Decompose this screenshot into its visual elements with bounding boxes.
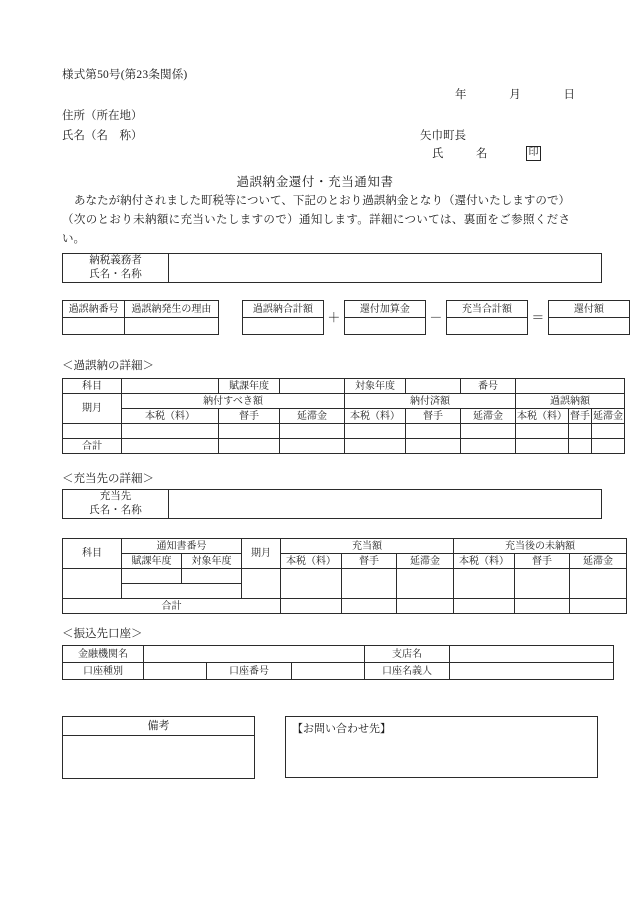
refund-interest-header: 還付加算金 [344, 301, 425, 318]
overpay-cell[interactable] [122, 424, 219, 439]
taxpayer-label [63, 254, 169, 283]
table-row [63, 554, 627, 569]
alloc-total-field[interactable] [446, 318, 527, 335]
table-row [63, 394, 625, 409]
alloc-bango-field[interactable] [122, 584, 242, 599]
intro-paragraph: あなたが納付されました町税等について、下記のとおり過誤納金となり（還付いたしますので）（次のとおり未納額に充当いたしますので）通知します。詳細については、裏面をご参照ください。 [62, 195, 570, 245]
overpay-detail-table-wrap [62, 378, 625, 454]
sub-header-entaikin-3: 延滞金 [593, 410, 623, 422]
taxpayer-box [62, 253, 602, 283]
alloc-total-header: 充当合計額 [446, 301, 527, 318]
taxpayer-label-line1: 納税義務者 [89, 255, 142, 266]
group-header-overpaid: 過誤納額 [516, 394, 625, 409]
table-row [63, 539, 627, 554]
alloc-sub-honzei-2: 本税（料） [454, 554, 515, 569]
alloc-detail-table-wrap [62, 538, 627, 614]
alloc-sub-honzei-1: 本税（料） [281, 554, 342, 569]
table-row [63, 409, 625, 424]
alloc-cell[interactable] [281, 569, 342, 599]
branch-name-header: 支店名 [365, 646, 450, 663]
issuer-name-row [432, 145, 560, 161]
overpay-total-field[interactable] [242, 318, 323, 335]
tsuchisho-bango-header: 通知書番号 [122, 539, 242, 554]
overpay-total-cell[interactable] [461, 439, 516, 454]
operator-equals: ＝ [531, 310, 545, 325]
bango-field[interactable] [516, 379, 625, 394]
section-label-alloc: ＜充当先の詳細＞ [62, 473, 154, 485]
alloc-name-box [62, 489, 602, 519]
alloc-sub-tokute-2: 督手 [515, 554, 570, 569]
kigetsu-header: 期月 [63, 394, 122, 424]
overpay-total-cell[interactable] [219, 439, 280, 454]
overpay-total-cell[interactable] [122, 439, 219, 454]
date-month-label: 月 [509, 89, 521, 101]
alloc-fuka-nendo-field[interactable] [122, 569, 182, 584]
overpay-kigetsu-field[interactable] [63, 424, 122, 439]
issuer-title: 矢巾町長 [420, 130, 466, 142]
sub-header-tokute-2: 督手 [406, 409, 461, 424]
overpay-total-cell[interactable] [569, 439, 592, 454]
alloc-sub-entaikin-1: 延滞金 [397, 554, 454, 569]
alloc-total-cell[interactable] [454, 599, 515, 614]
alloc-kamoku-field[interactable] [63, 569, 122, 599]
bank-table-wrap [62, 645, 614, 680]
date-year-label: 年 [455, 89, 467, 101]
alloc-cell[interactable] [515, 569, 570, 599]
alloc-name-label [63, 490, 169, 519]
account-type-header: 口座種別 [63, 663, 144, 680]
table-row [63, 663, 614, 680]
sub-header-entaikin-1: 延滞金 [280, 409, 345, 424]
refund-amount-field[interactable] [548, 318, 629, 335]
overpay-cell[interactable] [461, 424, 516, 439]
bank-name-header: 金融機関名 [63, 646, 144, 663]
calculation-row [62, 300, 630, 336]
group-header-alloc-amount: 充当額 [281, 539, 454, 554]
branch-name-field[interactable] [450, 646, 614, 663]
table-row [63, 379, 625, 394]
document-title: 過誤納金還付・充当通知書 [236, 175, 394, 189]
alloc-total-cell[interactable] [515, 599, 570, 614]
account-holder-field[interactable] [450, 663, 614, 680]
overpay-total-cell[interactable] [592, 439, 625, 454]
overpay-cell[interactable] [592, 424, 625, 439]
overpay-total-cell[interactable] [345, 439, 406, 454]
sub-header-entaikin-2: 延滞金 [461, 409, 516, 424]
operator-minus: － [429, 310, 443, 325]
table-row [63, 599, 627, 614]
refund-interest-table [344, 300, 426, 335]
overpay-number-table [62, 300, 219, 335]
refund-interest-field[interactable] [344, 318, 425, 335]
overpay-total-cell[interactable] [280, 439, 345, 454]
remarks-header: 備考 [63, 717, 255, 736]
bango-header: 番号 [461, 379, 516, 394]
kamoku-field[interactable] [122, 379, 219, 394]
fuka-nendo-field[interactable] [280, 379, 345, 394]
alloc-cell[interactable] [570, 569, 627, 599]
overpay-reason-header: 過誤納発生の理由 [125, 301, 218, 318]
taxpayer-value-field[interactable] [169, 254, 602, 283]
taisho-nendo-header: 対象年度 [345, 379, 406, 394]
overpay-total-cell[interactable] [516, 439, 569, 454]
alloc-total-table [446, 300, 528, 335]
table-row [63, 569, 627, 584]
date-line [455, 86, 575, 102]
overpay-cell[interactable] [569, 424, 592, 439]
overpay-number-header: 過誤納番号 [63, 301, 125, 318]
seal-icon: 印 [526, 146, 541, 161]
account-number-field[interactable] [292, 663, 365, 680]
overpay-cell[interactable] [345, 424, 406, 439]
alloc-kigetsu-header: 期月 [242, 539, 281, 569]
taisho-nendo-field[interactable] [406, 379, 461, 394]
fuka-nendo-header: 賦課年度 [219, 379, 280, 394]
name-label: 氏名（名 称） [62, 130, 143, 142]
overpay-cell[interactable] [219, 424, 280, 439]
account-type-field[interactable] [144, 663, 207, 680]
alloc-cell[interactable] [342, 569, 397, 599]
section-label-overpay: ＜過誤納の詳細＞ [62, 360, 154, 372]
alloc-detail-table [62, 538, 627, 614]
alloc-sub-tokute-1: 督手 [342, 554, 397, 569]
overpay-total-table [242, 300, 324, 335]
remarks-field[interactable] [63, 736, 255, 779]
alloc-cell[interactable] [397, 569, 454, 599]
alloc-name-table [62, 489, 602, 519]
contact-box[interactable] [285, 716, 598, 778]
date-day-label: 日 [563, 89, 575, 101]
group-header-alloc-unpaid: 充当後の未納額 [454, 539, 627, 554]
address-label: 住所（所在地） [62, 110, 143, 122]
overpay-reason-field[interactable] [125, 318, 218, 335]
group-header-paid: 納付済額 [345, 394, 516, 409]
kamoku-header: 科目 [63, 379, 122, 394]
sub-header-tokute-3: 督手 [570, 410, 590, 422]
alloc-kigetsu-field[interactable] [242, 569, 281, 599]
refund-amount-table [548, 300, 630, 335]
alloc-name-label-line2: 氏名・名称 [89, 505, 142, 516]
overpay-detail-table [62, 378, 625, 454]
table-row [63, 424, 625, 439]
alloc-taisho-nendo-field[interactable] [182, 569, 242, 584]
alloc-total-cell[interactable] [570, 599, 627, 614]
remarks-table [62, 716, 255, 779]
table-row [63, 646, 614, 663]
bank-table [62, 645, 614, 680]
taxpayer-label-line2: 氏名・名称 [89, 269, 142, 280]
overpay-cell[interactable] [516, 424, 569, 439]
sub-header-honzei-3: 本税（料） [517, 410, 567, 422]
overpay-total-header: 過誤納合計額 [242, 301, 323, 318]
alloc-total-cell[interactable] [397, 599, 454, 614]
alloc-fuka-nendo-header: 賦課年度 [122, 554, 182, 569]
overpay-cell[interactable] [406, 424, 461, 439]
issuer-name-label-b: 名 [476, 148, 488, 160]
alloc-name-field[interactable] [169, 490, 602, 519]
account-holder-header: 口座名義人 [365, 663, 450, 680]
account-number-header: 口座番号 [207, 663, 292, 680]
overpay-total-cell[interactable] [406, 439, 461, 454]
sub-header-honzei-1: 本税（料） [122, 409, 219, 424]
operator-plus: ＋ [327, 310, 341, 325]
alloc-name-label-line1: 充当先 [99, 491, 132, 502]
overpay-number-field[interactable] [63, 318, 125, 335]
form-number: 様式第50号(第23条関係) [62, 69, 188, 81]
alloc-total-cell[interactable] [342, 599, 397, 614]
alloc-kamoku-header: 科目 [63, 539, 122, 569]
taxpayer-table [62, 253, 602, 283]
sub-header-tokute-1: 督手 [219, 409, 280, 424]
refund-amount-header: 還付額 [548, 301, 629, 318]
alloc-sub-entaikin-2: 延滞金 [570, 554, 627, 569]
remarks-box [62, 716, 255, 779]
overpay-cell[interactable] [280, 424, 345, 439]
sub-header-honzei-2: 本税（料） [345, 409, 406, 424]
group-header-payable: 納付すべき額 [122, 394, 345, 409]
bank-name-field[interactable] [144, 646, 365, 663]
alloc-total-label: 合計 [63, 599, 281, 614]
overpay-total-label: 合計 [63, 439, 122, 454]
alloc-cell[interactable] [454, 569, 515, 599]
alloc-total-cell[interactable] [281, 599, 342, 614]
alloc-taisho-nendo-header: 対象年度 [182, 554, 242, 569]
section-label-bank: ＜振込先口座＞ [62, 628, 143, 640]
contact-label: 【お問い合わせ先】 [292, 723, 391, 735]
issuer-name-label-a: 氏 [432, 148, 444, 160]
table-row [63, 439, 625, 454]
